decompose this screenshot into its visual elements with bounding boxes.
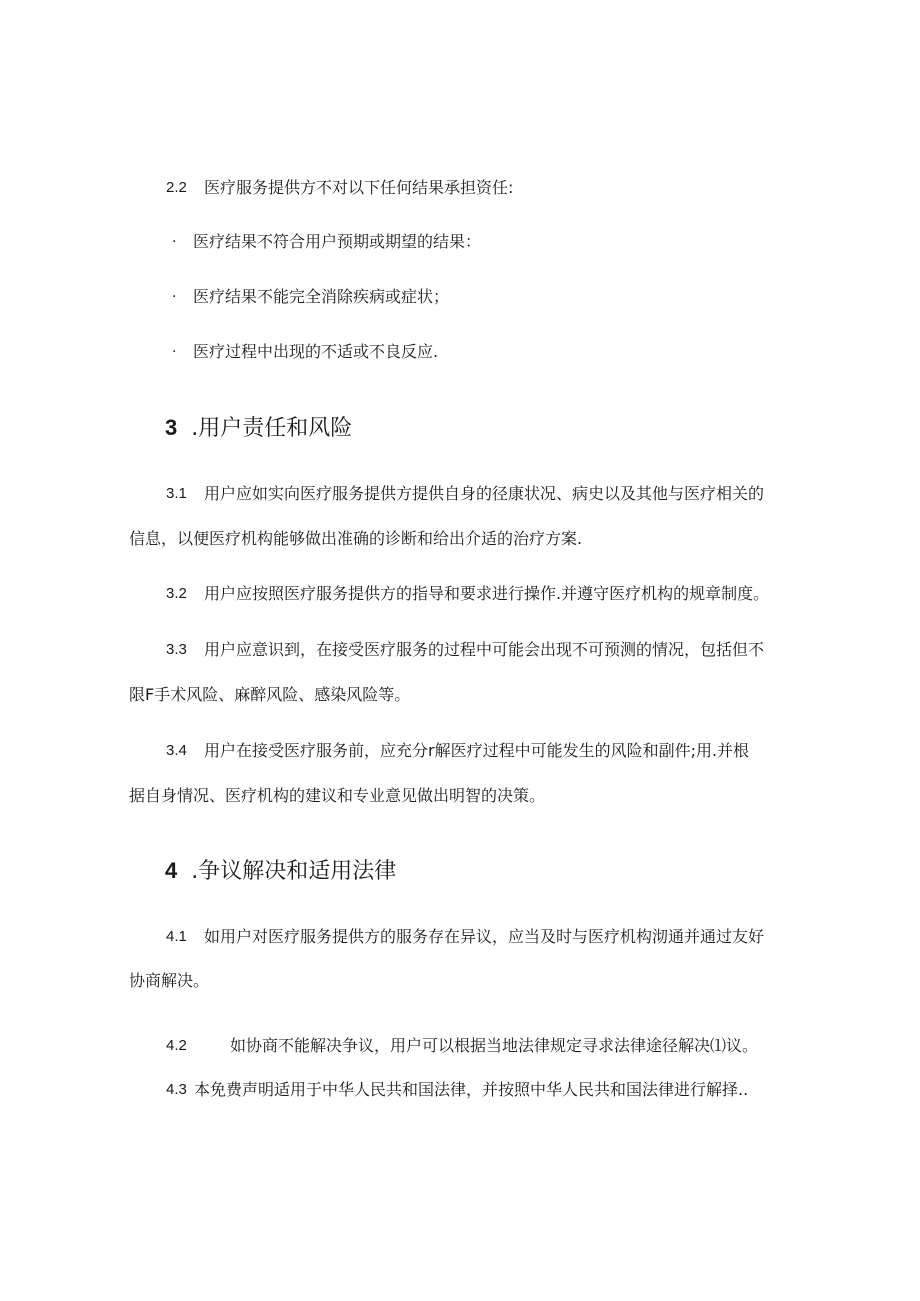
item-number: 2.2 — [166, 179, 187, 196]
item-number: 3.2 — [166, 585, 187, 602]
item-text-line: 用户应如实向医疗服务提供方提供自身的径康状况、病史以及其他与医疗相关的 — [204, 484, 765, 503]
section-heading-3 — [165, 413, 352, 444]
item-number: 4.1 — [166, 928, 187, 945]
item-number: 3.4 — [166, 742, 187, 759]
section-heading-4 — [165, 856, 396, 887]
item-number: 4.3 — [166, 1081, 187, 1098]
item-text-line: 用户在接受医疗服务前，应充分r解医疗过程中可能发生的风险和副件;用.并根 — [204, 741, 750, 760]
section-heading-number: 3 — [165, 415, 178, 440]
section-heading-text: .争议解决和适用法律 — [191, 859, 397, 884]
item-text-line: 信息，以便医疗机构能够做出准确的诊断和给出介适的治疗方案. — [129, 529, 583, 548]
item-text-line: 据自身情况、医疗机构的建议和专业意见做出明智的决策。 — [129, 786, 546, 805]
item-text-line: 如用户对医疗服务提供方的服务存在异议，应当及时与医疗机构沏通并通过友好 — [204, 927, 765, 946]
item-number: 3.3 — [166, 641, 187, 658]
bullet-item: 医疗结果不能完全消除疾病或症状； — [193, 287, 450, 306]
item-text-line: 如协商不能解决争议，用户可以根据当地法律规定寻求法律途径解决⑴议。 — [230, 1036, 759, 1055]
section-heading-number: 4 — [165, 858, 178, 883]
item-number: 4.2 — [166, 1037, 187, 1054]
item-text-line: 用户应意识到，在接受医疗服务的过程中可能会出现不可预测的情况，包括但不 — [204, 640, 765, 659]
bullet-dot: · — [172, 344, 177, 360]
item-text: 医疗服务提供方不对以下任何结果承担资任: — [204, 178, 514, 197]
item-number: 3.1 — [166, 485, 187, 502]
bullet-dot: · — [172, 234, 177, 250]
bullet-item: 医疗结果不符合用户预期或期望的结果： — [193, 232, 482, 251]
bullet-dot: · — [172, 289, 177, 305]
bullet-item: 医疗过程中出现的不适或不良反应. — [193, 342, 439, 361]
item-text-line: 协商解决。 — [129, 971, 210, 990]
item-text-line: 限F手术风险、麻醉风险、感染风险等。 — [129, 685, 411, 704]
item-text-line: 本免费声明适用于中华人民共和国法律，并按照中华人民共和国法律进行解择.. — [194, 1080, 749, 1099]
section-heading-text: .用户责任和风险 — [191, 416, 353, 441]
item-text-line: 用户应按照医疗服务提供方的指导和要求进行操作.并遵守医疗机构的规章制度。 — [204, 584, 770, 603]
